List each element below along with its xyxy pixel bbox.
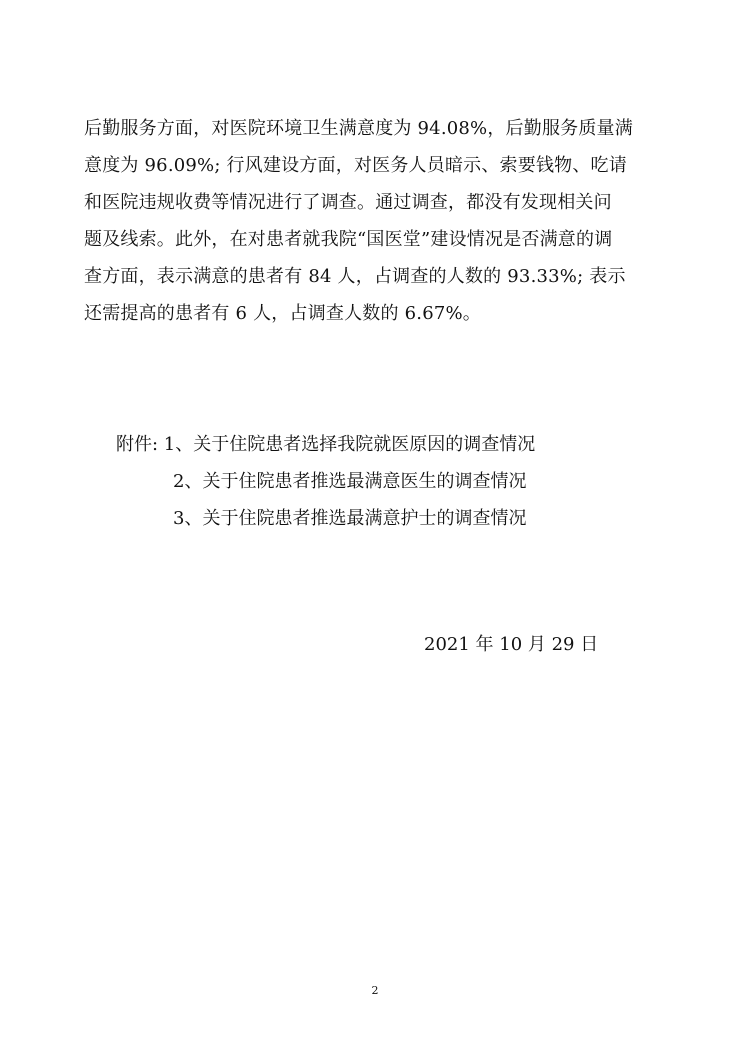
- paragraph-line: 还需提高的患者有 6 人，占调查人数的 6.67%。: [84, 303, 481, 324]
- paragraph-line: 后勤服务方面，对医院环境卫生满意度为 94.08%，后勤服务质量满: [84, 118, 633, 139]
- attachment-item-text: 3、关于住院患者推选最满意护士的调查情况: [173, 508, 527, 529]
- paragraph-line: 查方面，表示满意的患者有 84 人，占调查的人数的 93.33%; 表示: [84, 266, 626, 287]
- body-paragraph: [84, 110, 674, 332]
- paragraph-line: 和医院违规收费等情况进行了调查。通过调查，都没有发现相关问: [84, 192, 612, 213]
- page-number: 2: [371, 984, 379, 997]
- paragraph-line: 意度为 96.09%; 行风建设方面，对医务人员暗示、索要钱物、吃请: [84, 155, 627, 176]
- attachment-item-text: 1、关于住院患者选择我院就医原因的调查情况: [163, 434, 536, 455]
- attachment-item-2: [116, 463, 676, 500]
- attachments-label: 附件:: [116, 434, 164, 455]
- attachment-item-1: [116, 426, 676, 463]
- attachment-item-text: 2、关于住院患者推选最满意医生的调查情况: [173, 471, 527, 492]
- attachments-list: [116, 426, 676, 537]
- document-date: 2021 年 10 月 29 日: [424, 634, 599, 655]
- attachment-item-3: [116, 500, 676, 537]
- paragraph-line: 题及线索。此外，在对患者就我院“国医堂”建设情况是否满意的调: [84, 229, 613, 250]
